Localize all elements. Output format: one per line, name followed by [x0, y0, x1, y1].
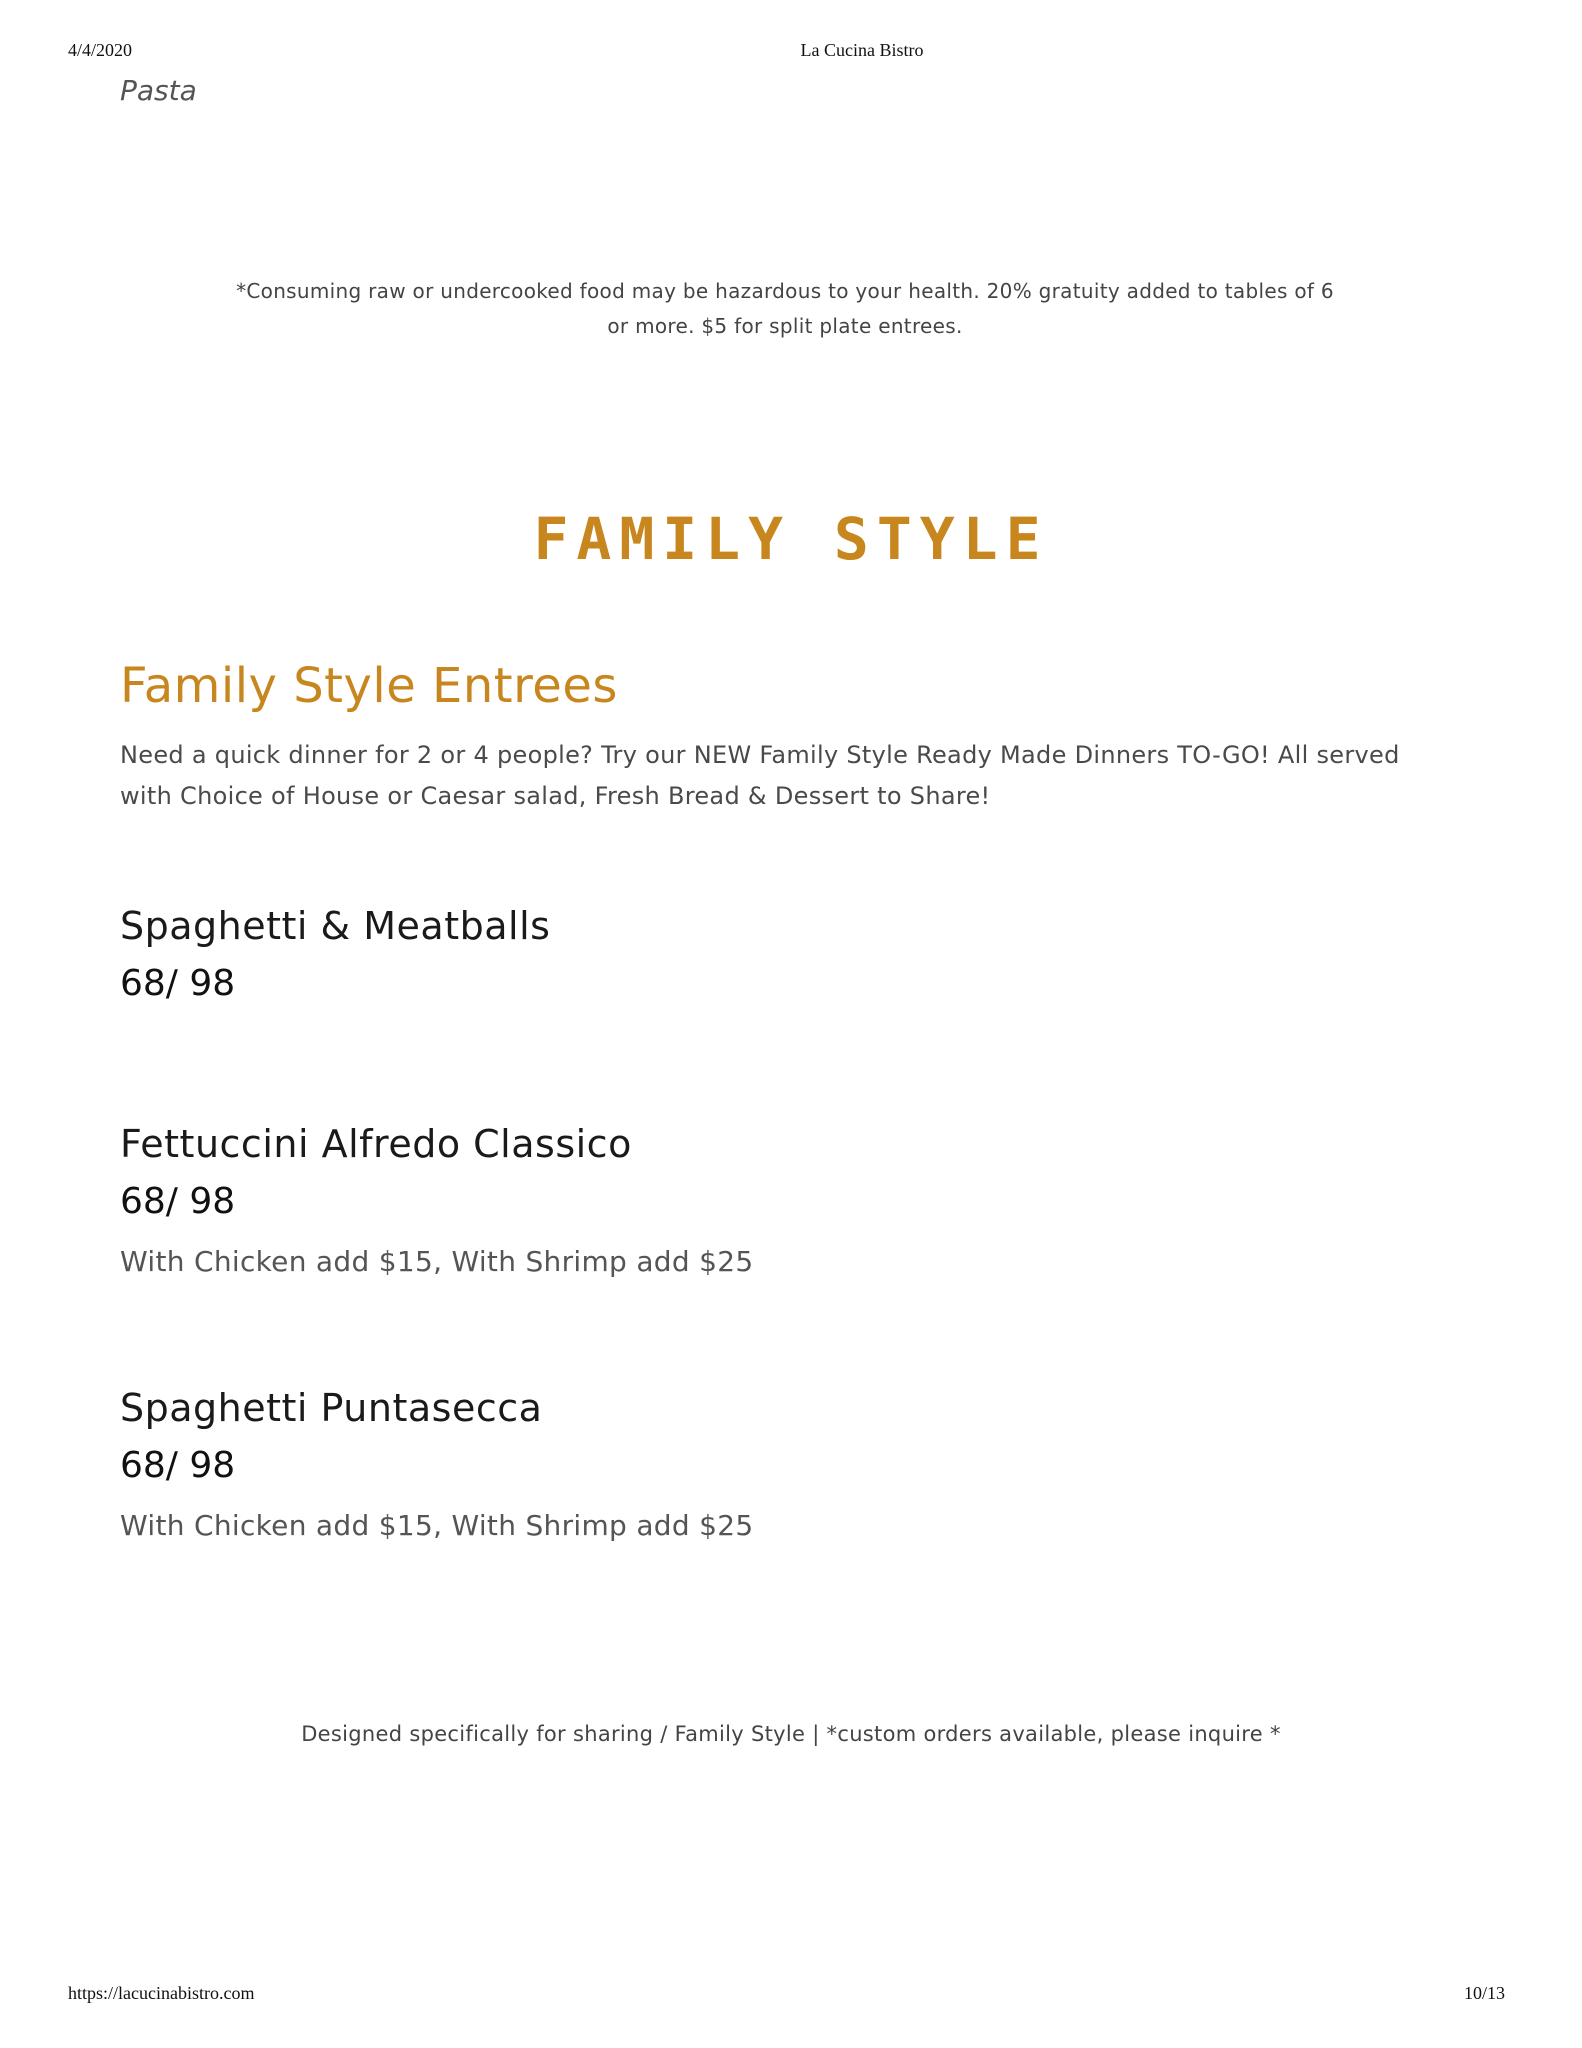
menu-item-name: Fettuccini Alfredo Classico: [120, 1122, 632, 1166]
print-page-title: La Cucina Bistro: [800, 40, 924, 60]
print-url: https://lacucinabistro.com: [68, 1983, 255, 2003]
menu-item: [120, 1116, 753, 1292]
menu-item-name: Spaghetti & Meatballs: [120, 904, 551, 948]
print-header: [0, 40, 1582, 64]
print-footer: [0, 1983, 1582, 2007]
menu-item-note: With Chicken add $15, With Shrimp add $25: [120, 1245, 754, 1278]
family-style-footer-note: Designed specifically for sharing / Family Style | *custom orders available, please inquire *: [301, 1722, 1281, 1746]
menu-item: [120, 1380, 753, 1556]
menu-item-price: 68/ 98: [120, 963, 236, 1004]
previous-section-label: Pasta: [120, 74, 197, 107]
category-description: Need a quick dinner for 2 or 4 people? Try our NEW Family Style Ready Made Dinners TO-GO! All served with Choice of House or Caesar salad, Fresh Bread & Dessert to Share!: [120, 741, 1400, 810]
section-banner-title: FAMILY STYLE: [533, 505, 1049, 573]
health-disclaimer: *Consuming raw or undercooked food may be hazardous to your health. 20% gratuity added to tables of 6 or more. $5 for split plate entrees.: [236, 279, 1334, 338]
menu-item-price: 68/ 98: [120, 1445, 236, 1486]
category-title: Family Style Entrees: [120, 658, 618, 714]
menu-item: [120, 898, 550, 1014]
print-date: 4/4/2020: [68, 40, 133, 60]
menu-item-price: 68/ 98: [120, 1181, 236, 1222]
menu-item-name: Spaghetti Puntasecca: [120, 1386, 543, 1430]
menu-item-note: With Chicken add $15, With Shrimp add $25: [120, 1509, 754, 1542]
print-page-number: 10/13: [1463, 1983, 1505, 2003]
